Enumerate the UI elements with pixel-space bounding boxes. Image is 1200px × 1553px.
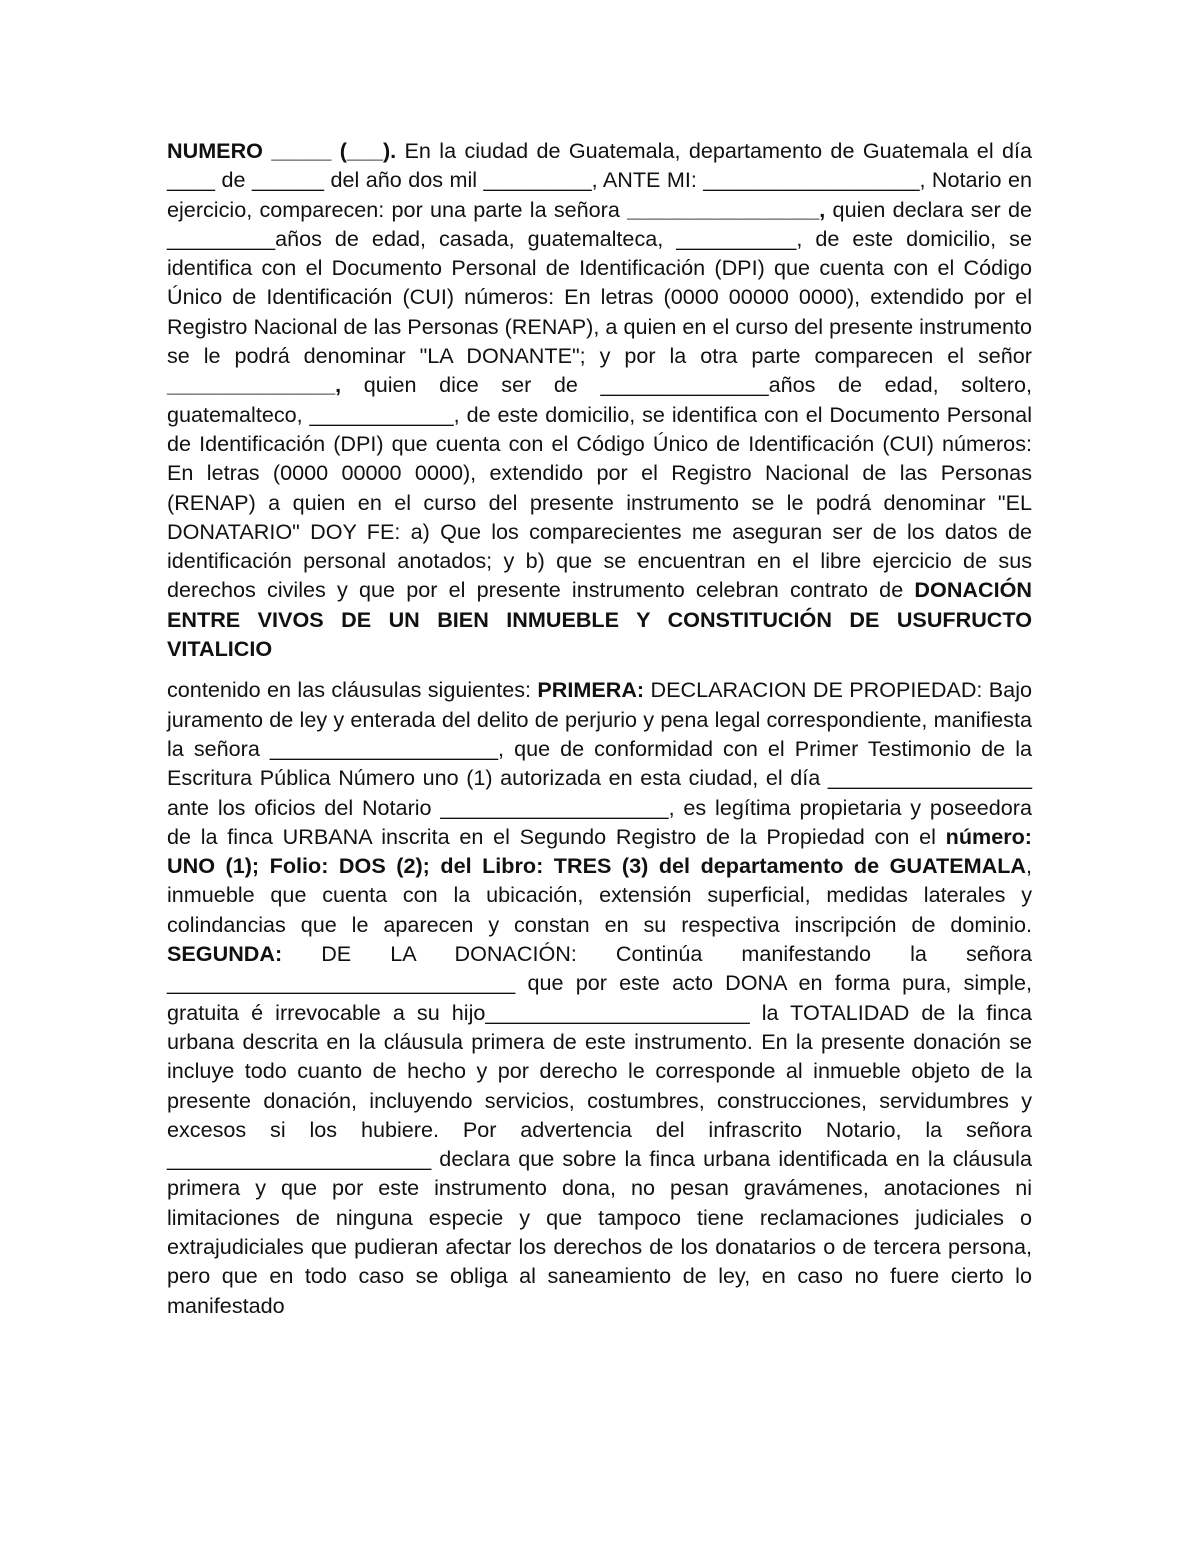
paragraph-text: DECLARACION DE PROPIEDAD: Bajo juramento de ley y enterada del delito de perjurio y pena legal correspondiente, manifiesta la señora ___________________, que de conformidad con el Primer Testimonio de la Escritura Pública Número uno (1) autorizada en esta ciudad, el día _________________ ante los oficios del Notario ___________________, es legítima propietaria y poseedora de la finca URBANA inscrita en el Segundo Registro de la Propiedad con el — [167, 677, 1032, 849]
deed-number: NUMERO _____ (___). — [167, 138, 397, 163]
paragraph-text: contenido en las cláusulas siguientes: — [167, 677, 538, 703]
paragraph-text: En la ciudad de Guatemala, departamento de Guatemala el día ____ de ______ del año dos mil _________, ANTE MI: __________________, Notario en ejercicio, comparecen: por una parte la señora — [167, 138, 1032, 222]
clause-heading-segunda: SEGUNDA: — [167, 941, 283, 967]
contract-title: DONACIÓN ENTRE VIVOS DE UN BIEN INMUEBLE Y CONSTITUCIÓN DE USUFRUCTO VITALICIO — [167, 577, 1032, 662]
donee-name-blank: ______________, — [167, 372, 342, 398]
paragraph-text: quien declara ser de _________años de edad, casada, guatemalteca, __________, de este domicilio, se identifica con el Documento Personal de Identificación (DPI) que cuenta con el Código Único de Identificación (CUI) números: En letras (0000 00000 0000), extendido por el Registro Nacional de las Personas (RENAP), a quien en el curso del presente instrumento se le podrá denominar "LA DONANTE"; y por la otra parte comparecen el señor — [167, 196, 1033, 369]
document-page — [167, 136, 1032, 1320]
paragraph-text: DE LA DONACIÓN: Continúa manifestando la señora _____________________________ que por este acto DONA en forma pura, simple, gratuita é irrevocable a su hijo______________________ la TOTALIDAD de la finca urbana descrita en la cláusula primera de este instrumento. En la presente donación se incluye todo cuanto de hecho y por derecho le corresponde al inmueble objeto de la presente donación, incluyendo servicios, costumbres, construcciones, servidumbres y excesos si los hubiere. Por advertencia del infrascrito Notario, la señora ______________________ declara que sobre la finca urbana identificada en la cláusula primera y que por este instrumento dona, no pesan gravámenes, anotaciones ni limitaciones de ninguna especie y que tampoco tiene reclamaciones judiciales o extrajudiciales que pudieran afectar los derechos de los donatarios o de tercera persona, pero que en todo caso se obliga al saneamiento de ley, en caso no fuere cierto lo manifestado — [167, 941, 1032, 1318]
paragraph-text: quien dice ser de ______________años de edad, soltero, guatemalteco, ____________, de este domicilio, se identifica con el Documento Personal de Identificación (DPI) que cuenta con el Código Único de Identificación (CUI) números: En letras (0000 00000 0000), extendido por el Registro Nacional de las Personas (RENAP) a quien en el curso del presente instrumento se le podrá denominar "EL DONATARIO" DOY FE: a) Que los comparecientes me aseguran ser de los datos de identificación personal anotados; y b) que se encuentran en el libre ejercicio de sus derechos civiles y que por el presente instrumento celebran contrato de — [167, 372, 1032, 603]
clause-heading-primera: PRIMERA: — [537, 677, 645, 703]
donor-name-blank: ________________, — [627, 196, 826, 222]
paragraph-text: , inmueble que cuenta con la ubicación, extensión superficial, medidas laterales y colindancias que le aparecen y constan en su respectiva inscripción de dominio. — [167, 853, 1032, 937]
paragraph-clausulas — [167, 675, 1032, 1320]
property-registry-data: número: UNO (1); Folio: DOS (2); del Libro: TRES (3) del departamento de GUATEMALA — [167, 823, 1032, 879]
paragraph-comparecencia — [167, 136, 1032, 663]
